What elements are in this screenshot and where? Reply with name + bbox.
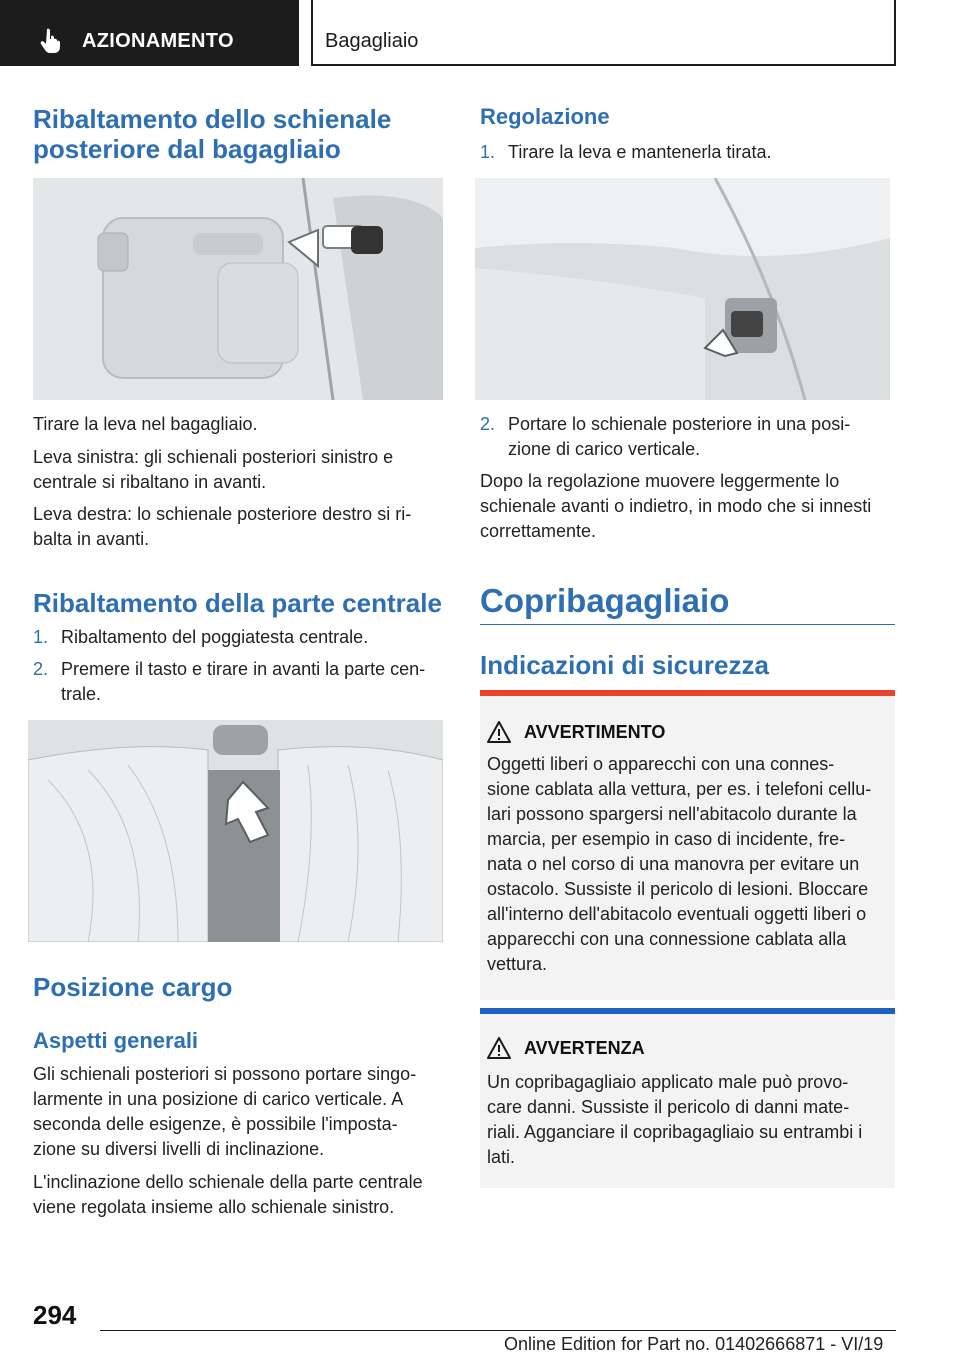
warning-box-1 (480, 690, 895, 1000)
general-para-1-line4: zione su diversi livelli di inclinazione. (33, 1139, 325, 1159)
warning-triangle-icon (486, 720, 512, 744)
page-header (0, 0, 960, 66)
general-para-2-line2: viene regolata insieme allo schienale sinistro. (33, 1197, 395, 1217)
chapter-label: AZIONAMENTO (82, 30, 234, 52)
center-seat-illustration (28, 720, 443, 942)
hand-pointer-icon (38, 26, 66, 54)
adjust-para-line3: correttamente. (480, 521, 597, 541)
heading-rule (480, 624, 895, 625)
warning-triangle-icon (486, 1036, 512, 1060)
warning-title: AVVERTIMENTO (524, 722, 666, 742)
fold-heading-line2: posteriore dal bagagliaio (33, 134, 341, 164)
adjust-para-line2: schienale avanti o indietro, in modo che si innesti (480, 496, 872, 516)
step-number: 1. (33, 627, 49, 647)
notice-text-line: Un copribagagliaio applicato male può provo- (487, 1072, 849, 1092)
warning-text-line: nata o nel corso di una manovra per evitare un (487, 854, 860, 874)
warning-bar (480, 690, 895, 696)
adjust-step-2 (480, 412, 895, 462)
step-text-cont: trale. (61, 684, 102, 704)
warning-text-line: lari possono spargersi nell'abitacolo durante la (487, 804, 857, 824)
adjust-step-1 (480, 140, 895, 165)
center-step-1 (33, 625, 443, 650)
notice-text-line: care danni. Sussiste il pericolo di danni mate- (487, 1097, 850, 1117)
step-text: Tirare la leva e mantenerla tirata. (508, 142, 772, 162)
general-heading: Aspetti generali (33, 1028, 199, 1053)
step-text-cont: zione di carico verticale. (508, 439, 701, 459)
notice-text-line: riali. Agganciare il copribagagliaio su entrambi i (487, 1122, 863, 1142)
center-seat-image (28, 720, 443, 942)
step-number: 2. (33, 659, 49, 679)
center-heading: Ribaltamento della parte centrale (33, 588, 442, 618)
general-para-1-line2: larmente in una posizione di carico verticale. A (33, 1089, 404, 1109)
step-number: 2. (480, 414, 496, 434)
fold-heading-line1: Ribaltamento dello schienale (33, 104, 392, 134)
step-text: Portare lo schienale posteriore in una posi- (508, 414, 851, 434)
cargo-heading: Posizione cargo (33, 972, 233, 1002)
fold-para-3-line1: Leva destra: lo schienale posteriore destro si ri- (33, 504, 412, 524)
warning-box-2 (480, 1008, 895, 1188)
general-para-2-line1: L'inclinazione dello schienale della parte centrale (33, 1172, 423, 1192)
notice-title: AVVERTENZA (524, 1038, 645, 1058)
notice-text-line: lati. (487, 1147, 516, 1167)
seat-lever-image (475, 178, 890, 400)
footer-rule (100, 1330, 896, 1331)
fold-para-1: Tirare la leva nel bagagliaio. (33, 414, 258, 434)
warning-text-line: sione cablata alla vettura, per es. i telefoni cellu- (487, 779, 872, 799)
edition-text: Online Edition for Part no. 01402666871 - VI/19 (504, 1334, 884, 1354)
adjust-heading: Regolazione (480, 104, 610, 129)
section-label: Bagagliaio (325, 30, 419, 52)
trunk-lever-image (33, 178, 443, 400)
warning-text-line: vettura. (487, 954, 548, 974)
safety-heading: Indicazioni di sicurezza (480, 650, 769, 680)
warning-text-line: marcia, per esempio in caso di incidente, fre- (487, 829, 846, 849)
warning-text-line: ostacolo. Sussiste il pericolo di lesioni. Bloccare (487, 879, 869, 899)
fold-para-2-line2: centrale si ribaltano in avanti. (33, 472, 267, 492)
fold-para-3-line2: balta in avanti. (33, 529, 150, 549)
general-para-1-line3: seconda delle esigenze, è possibile l'imposta- (33, 1114, 398, 1134)
warning-text-line: all'interno dell'abitacolo eventuali oggetti liberi o (487, 904, 867, 924)
page-number: 294 (33, 1300, 77, 1330)
step-text: Ribaltamento del poggiatesta centrale. (61, 627, 369, 647)
cover-heading: Copribagagliaio (480, 582, 730, 619)
step-text: Premere il tasto e tirare in avanti la parte cen- (61, 659, 426, 679)
adjust-para-line1: Dopo la regolazione muovere leggermente lo (480, 471, 840, 491)
fold-para-2-line1: Leva sinistra: gli schienali posteriori sinistro e (33, 447, 394, 467)
section-box (311, 0, 896, 66)
general-para-1-line1: Gli schienali posteriori si possono portare singo- (33, 1064, 417, 1084)
seat-lever-illustration (475, 178, 890, 400)
step-number: 1. (480, 142, 496, 162)
notice-bar (480, 1008, 895, 1014)
warning-text-line: Oggetti liberi o apparecchi con una connes- (487, 754, 835, 774)
warning-text-line: apparecchi con una connessione cablata alla (487, 929, 847, 949)
trunk-lever-illustration (33, 178, 443, 400)
center-step-2 (33, 657, 443, 707)
chapter-tab[interactable] (0, 0, 299, 66)
